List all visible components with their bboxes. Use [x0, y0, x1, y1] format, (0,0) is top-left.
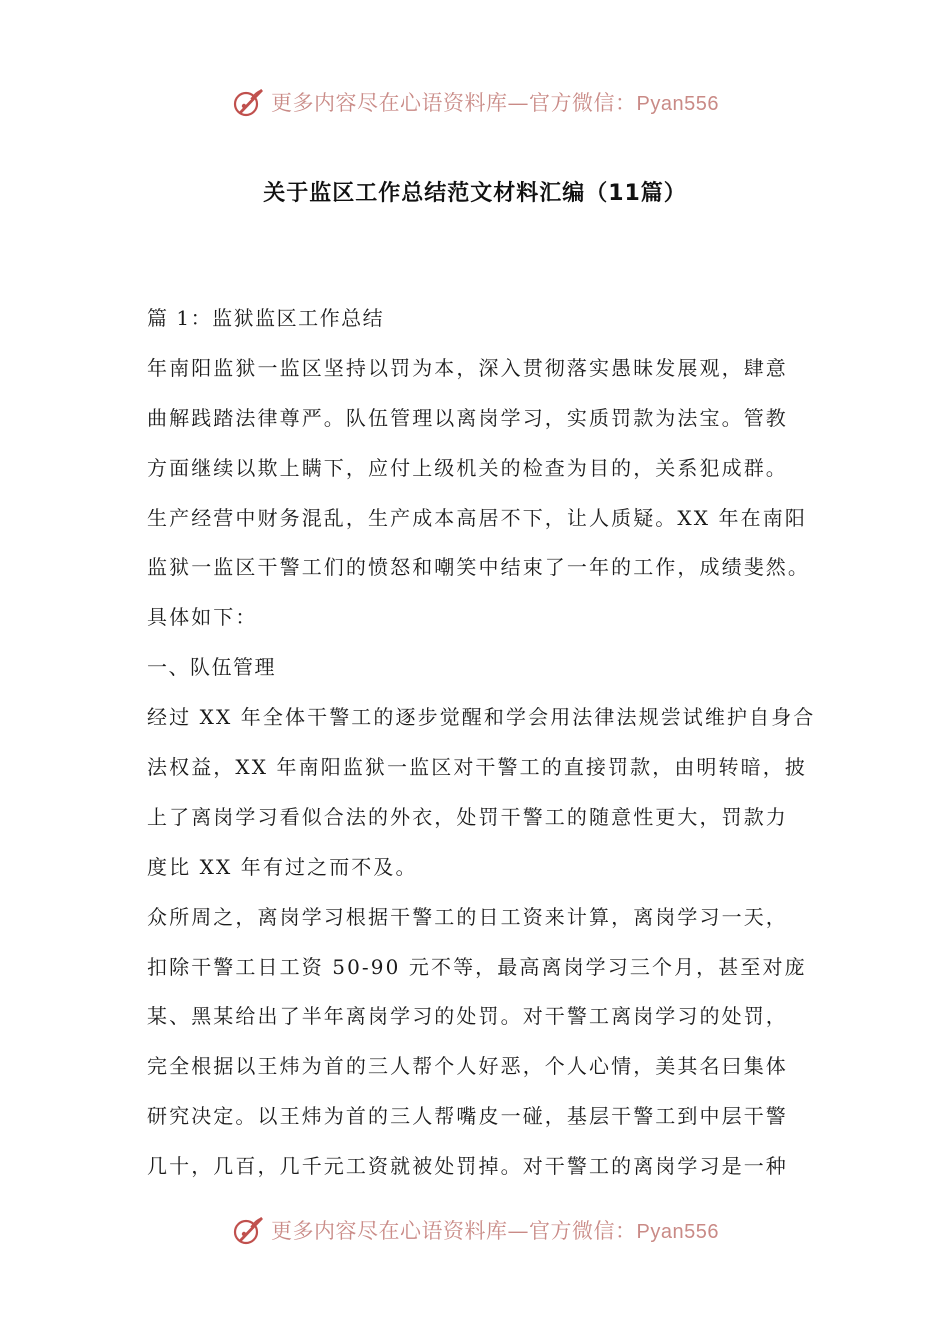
quill-pen-icon — [231, 85, 265, 119]
wechat-id: Pyan556 — [636, 93, 719, 115]
wechat-id: Pyan556 — [636, 1221, 719, 1243]
paragraph-line: 方面继续以欺上瞒下，应付上级机关的检查为目的，关系犯成群。 — [147, 455, 788, 480]
paragraph-line: 某、黑某给出了半年离岗学习的处罚。对干警工离岗学习的处罚， — [147, 1004, 788, 1029]
quill-pen-icon — [231, 1213, 265, 1247]
paragraph-line: 具体如下： — [147, 605, 258, 630]
paragraph-line: 监狱一监区干警工们的愤怒和嘲笑中结束了一年的工作，成绩斐然。 — [147, 555, 810, 580]
paragraph-line: 生产经营中财务混乱，生产成本高居不下，让人质疑。XX 年在南阳 — [147, 505, 807, 530]
paragraph-line: 完全根据以王炜为首的三人帮个人好恶，个人心情，美其名曰集体 — [147, 1054, 788, 1079]
watermark-banner-bottom — [0, 1210, 950, 1250]
document-body — [147, 298, 816, 1196]
watermark-banner-top — [0, 82, 950, 122]
paragraph-line: 几十，几百，几千元工资就被处罚掉。对干警工的离岗学习是一种 — [147, 1154, 788, 1179]
subsection-heading: 一、队伍管理 — [147, 655, 276, 680]
paragraph-line: 扣除干警工日工资 50-90 元不等，最高离岗学习三个月，甚至对庞 — [147, 954, 807, 979]
paragraph-line: 曲解践踏法律尊严。队伍管理以离岗学习，实质罚款为法宝。管教 — [147, 405, 788, 430]
watermark-text: 更多内容尽在心语资料库—官方微信：Pyan556 — [271, 1219, 719, 1243]
paragraph-line: 上了离岗学习看似合法的外衣，处罚干警工的随意性更大，罚款力 — [147, 804, 788, 829]
watermark-text: 更多内容尽在心语资料库—官方微信：Pyan556 — [271, 91, 719, 115]
paragraph-line: 度比 XX 年有过之而不及。 — [147, 854, 418, 879]
paragraph-line: 经过 XX 年全体干警工的逐步觉醒和学会用法律法规尝试维护自身合 — [147, 705, 816, 730]
paragraph-line: 年南阳监狱一监区坚持以罚为本，深入贯彻落实愚昧发展观，肆意 — [147, 355, 788, 380]
paragraph-line: 众所周之，离岗学习根据干警工的日工资来计算，离岗学习一天， — [147, 904, 788, 929]
paragraph-line: 法权益，XX 年南阳监狱一监区对干警工的直接罚款，由明转暗，披 — [147, 755, 807, 780]
paragraph-line: 研究决定。以王炜为首的三人帮嘴皮一碰，基层干警工到中层干警 — [147, 1104, 788, 1129]
document-title: 关于监区工作总结范文材料汇编（11篇） — [263, 181, 687, 206]
section-heading: 篇 1：监狱监区工作总结 — [147, 306, 385, 330]
